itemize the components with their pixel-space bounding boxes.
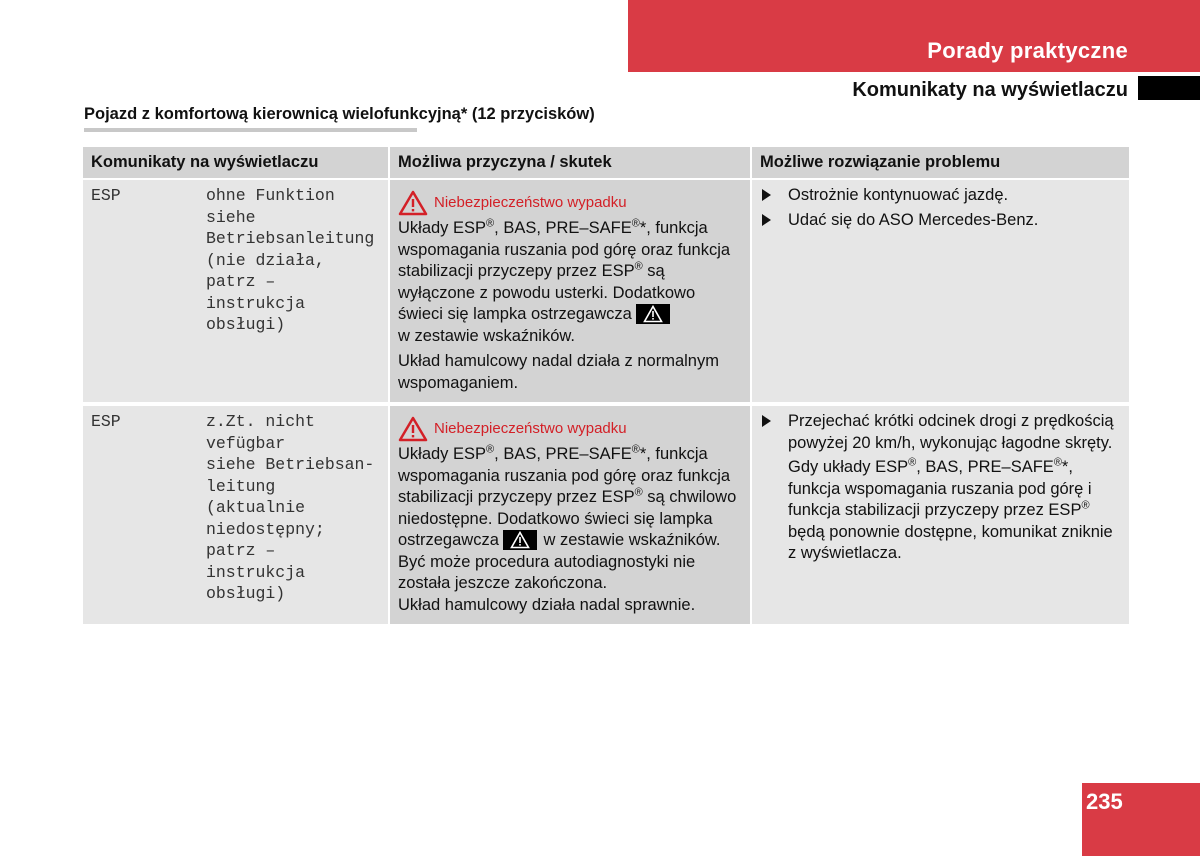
table-row (83, 406, 1129, 628)
message-code: ESP (83, 180, 198, 406)
solution-step: Przejechać krótki odcinek drogi z prędkością powyżej 20 km/h, wykonując łagodne skręty. (760, 411, 1121, 454)
triangle-bullet-icon (762, 189, 771, 201)
page-number: 235 (1086, 789, 1123, 814)
column-header-message: Komunikaty na wyświetlaczu (83, 147, 388, 180)
solution-cell (750, 406, 1129, 628)
cause-text: Układy ESP®, BAS, PRE–SAFE®*, funkcja wspomagania ruszania pod górę oraz funkcja stabilizacji przyczepy przez ESP® są chwilowo niedostępne. Dodatkowo świeci się lampka ostrzegawcza w zestawie wskaźników. Być może procedura autodiagnostyki nie została jeszcze zakończona. (398, 443, 737, 592)
message-code: ESP (83, 406, 198, 628)
warning-lamp-icon (503, 530, 537, 550)
warning-triangle-icon (398, 416, 428, 442)
triangle-bullet-icon (762, 415, 771, 427)
solution-cell (750, 180, 1129, 406)
solution-step: Ostrożnie kontynuować jazdę. (760, 185, 1121, 207)
warning-lamp-icon (636, 304, 670, 324)
section-title: Porady praktyczne (927, 38, 1128, 63)
cause-text: Układy ESP®, BAS, PRE–SAFE®*, funkcja wspomagania ruszania pod górę oraz funkcja stabilizacji przyczepy przez ESP® są wyłączone z powodu usterki. Dodatkowo świeci się lampka ostrzegawcza w zestawie wskaźników. (398, 217, 731, 345)
column-header-solution: Możliwe rozwiązanie problemu (750, 147, 1129, 180)
solution-note: Gdy układy ESP®, BAS, PRE–SAFE®*, funkcja wspomagania ruszania pod górę i funkcja stabilizacji przyczepy przez ESP® będą ponownie dostępne, komunikat zniknie z wyświetlacza. (788, 456, 1113, 562)
cause-note: Układ hamulcowy nadal działa z normalnym wspomaganiem. (398, 352, 719, 392)
messages-table (83, 147, 1129, 628)
cause-cell (388, 180, 750, 406)
message-text: ohne Funktion siehe Betriebsanleitung (nie działa, patrz – instrukcja obsługi) (198, 180, 388, 406)
sub-heading-underline (84, 128, 417, 132)
page-number-badge (1082, 783, 1200, 856)
sub-heading: Pojazd z komfortową kierownicą wielofunkcyjną* (12 przycisków) (84, 105, 595, 123)
table-header-row (83, 147, 1129, 180)
table-row (83, 180, 1129, 406)
solution-step: Udać się do ASO Mercedes-Benz. (760, 210, 1121, 232)
message-text: z.Zt. nicht vefügbar siehe Betriebsan- leitung (aktualnie niedostępny; patrz – instrukcja obsługi) (198, 406, 388, 628)
warning-heading: Niebezpieczeństwo wypadku (398, 190, 742, 216)
warning-heading: Niebezpieczeństwo wypadku (398, 416, 742, 442)
cause-note: Układ hamulcowy działa nadal sprawnie. (398, 595, 696, 614)
triangle-bullet-icon (762, 214, 771, 226)
section-marker (1138, 76, 1200, 100)
warning-triangle-icon (398, 190, 428, 216)
subsection-title: Komunikaty na wyświetlaczu (852, 79, 1128, 101)
cause-cell (388, 406, 750, 628)
column-header-cause: Możliwa przyczyna / skutek (388, 147, 750, 180)
